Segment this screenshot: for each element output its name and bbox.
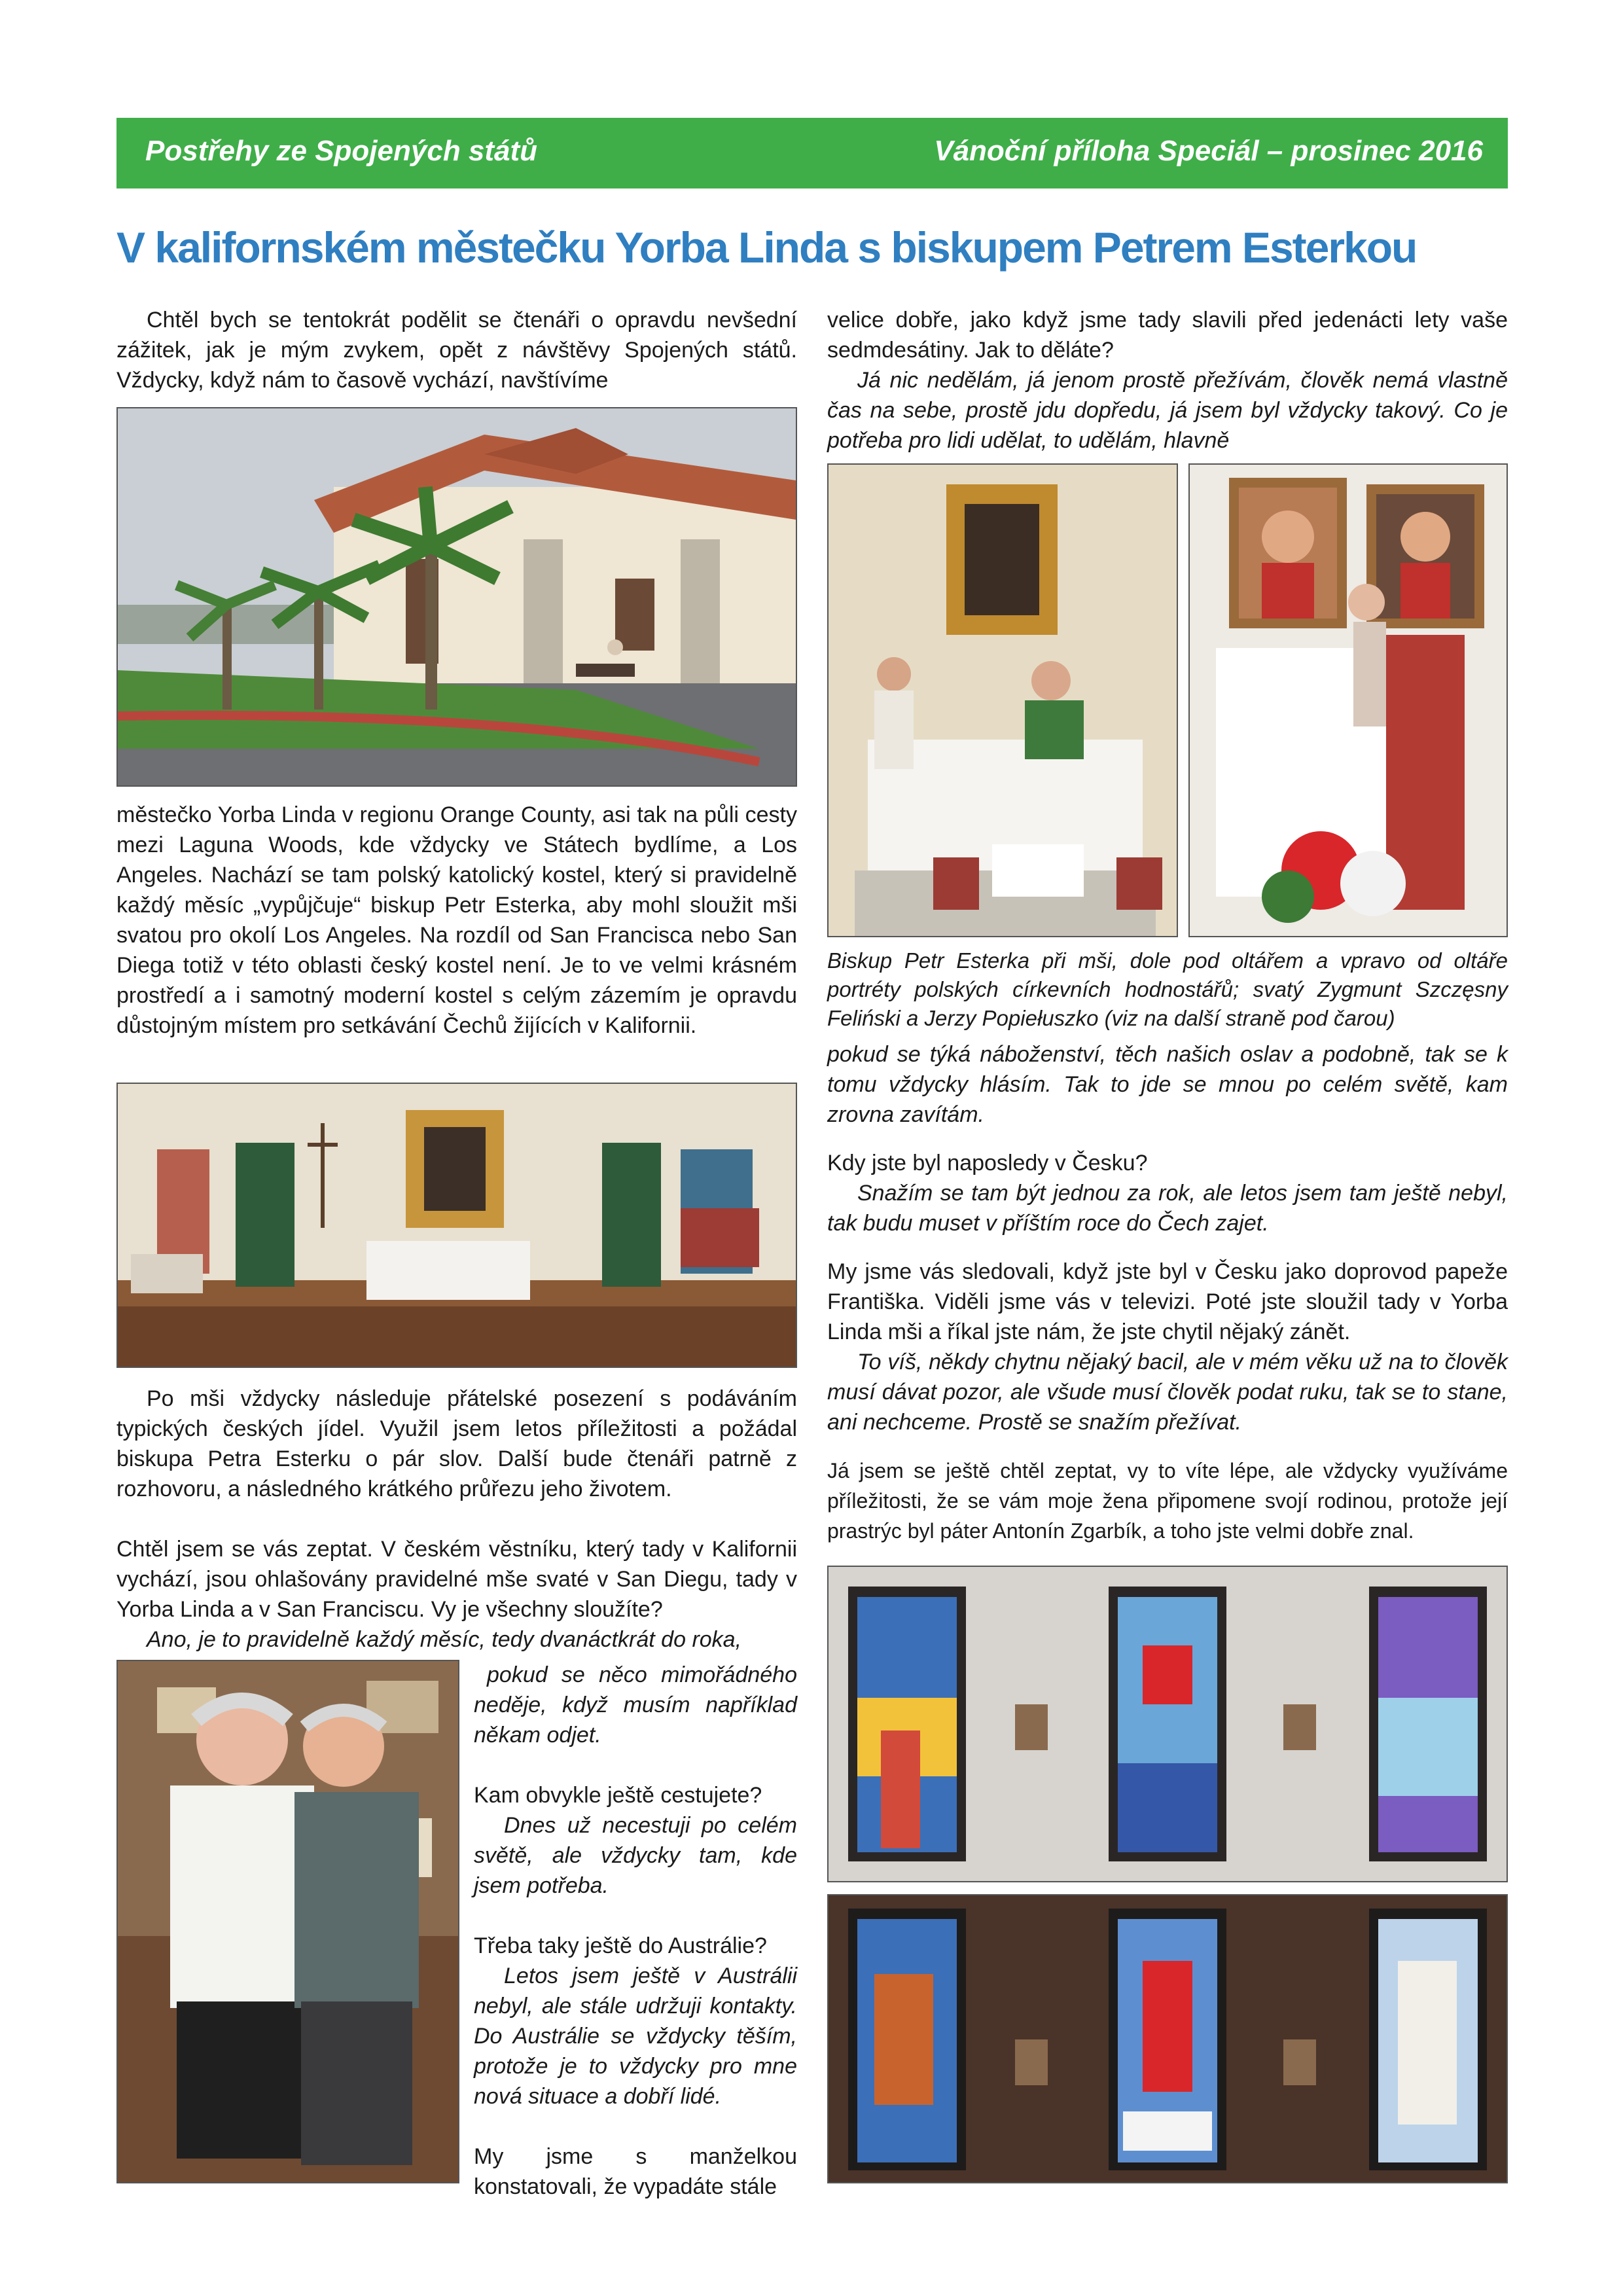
- stained-glass-windows-photo: [827, 1894, 1508, 2183]
- header-section: Postřehy ze Spojených států: [145, 135, 538, 167]
- portraits-altar-photo: [1188, 463, 1508, 937]
- question: My jsme vás sledovali, když jste byl v Česku jako doprovod papeže Františka. Viděli jsme vás v televizi. Poté jste sloužil tady v Yorba Linda mši a říkal jste nám, že jste chytil nějaký zánět.: [827, 1259, 1508, 1344]
- question: Chtěl jsem se vás zeptat. V českém věstníku, který tady v Kalifornii vychází, jsou ohlašovány pravidelné mše svaté v San Diegu, tady v Yorba Linda a v San Franciscu. Vy je všechny sloužíte?: [116, 1537, 797, 1622]
- church-exterior-photo: [116, 407, 797, 787]
- header-issue: Vánoční příloha Speciál – prosinec 2016: [934, 135, 1483, 167]
- question: Kdy jste byl naposledy v Česku?: [827, 1151, 1148, 1175]
- question: Třeba taky ještě do Austrálie?: [474, 1933, 767, 1958]
- answer: To víš, někdy chytnu nějaký bacil, ale v mém věku už na to člověk musí dávat pozor, ale všude musí člověk podat ruku, tak se to stane, ani nechceme. Prostě se snažím přežívat.: [827, 1350, 1508, 1435]
- paragraph: městečko Yorba Linda v regionu Orange County, asi tak na půli cesty mezi Laguna Woods, kde vždycky ve Státech bydlíme, a Los Angeles. Nachází se tam polský katolický kostel, který si pravidelně každý měsíc „vypůjčuje“ biskup Petr Esterka, aby mohl sloužit mši svatou pro okolí Los Angeles. Na rozdíl od San Francisca nebo San Diega totiž v této oblasti český kostel není. Je to ve velmi krásném prostředí a i samotný moderní kostel s celým zázemím je opravdu důstojným místem pro setkávání Čechů žijících v Kalifornii.: [116, 802, 797, 1038]
- col2-body: [827, 1039, 1508, 1546]
- answer: pokud se něco mimořádného neděje, když musím například někam odjet.: [474, 1662, 797, 1748]
- stained-glass-windows-photo: [827, 1566, 1508, 1882]
- paragraph: Po mši vždycky následuje přátelské posezení s podáváním typických českých jídel. Využil jsem letos příležitosti a požádal biskupa Petra Esterku o pár slov. Další bude čtenáři patrně z rozhovoru, a následného krátkého průřezu jeho životem.: [116, 1386, 797, 1501]
- header-bar: [116, 118, 1508, 188]
- bishop-with-author-photo: [116, 1660, 459, 2183]
- question: Já jsem se ještě chtěl zeptat, vy to víte lépe, ale vždycky využíváme příležitosti, že se vám moje žena připomene svojí rodinou, protože její prastrýc byl páter Antonín Zgarbík, a toho jste velmi dobře znal.: [827, 1459, 1508, 1543]
- church-interior-photo: [116, 1083, 797, 1368]
- answer: Ano, je to pravidelně každý měsíc, tedy dvanáctkrát do roka,: [147, 1627, 742, 1652]
- answer: Dnes už necestuji po celém světě, ale vždycky tam, kde jsem potřeba.: [474, 1813, 797, 1898]
- photo-caption: Biskup Petr Esterka při mši, dole pod oltářem a vpravo od oltáře portréty polských církevních hodnostářů; svatý Zygmunt Szczęsny Feliński a Jerzy Popiełuszko (viz na další straně pod čarou): [827, 948, 1508, 1030]
- paragraph: Chtěl bych se tentokrát podělit se čtenáři o opravdu nevšední zážitek, jak je mým zvykem, opět z návštěvy Spojených států. Vždycky, když nám to časově vychází, navštívíme: [116, 308, 797, 393]
- col1-body: [116, 800, 797, 1041]
- answer: pokud se týká náboženství, těch našich oslav a podobně, tak se k tomu vždycky hlásím. Tak to jde se mnou po celém světě, kam zrovna zavítám.: [827, 1042, 1508, 1127]
- question: Kam obvykle ještě cestujete?: [474, 1783, 762, 1808]
- col1-interview: [474, 1660, 797, 2202]
- answer: Já nic nedělám, já jenom prostě přežívám, člověk nemá vlastně čas na sebe, prostě jdu dopředu, já jsem byl vždycky takový. Co je potřeba pro lidi udělat, to udělám, hlavně: [827, 368, 1508, 453]
- article-title: V kalifornském městečku Yorba Linda s biskupem Petrem Esterkou: [116, 223, 1417, 272]
- answer: Letos jsem ještě v Austrálii nebyl, ale stále udržuji kontakty. Do Austrálie se vždycky těším, protože je to vždycky pro mne nová situace a dobří lidé.: [474, 1964, 797, 2109]
- question: My jsme s manželkou konstatovali, že vypadáte stále: [474, 2144, 797, 2199]
- answer: Snažím se tam být jednou za rok, ale letos jsem tam ještě nebyl, tak budu muset v příštím roce do Čech zajet.: [827, 1181, 1508, 1236]
- col2-intro: [827, 305, 1508, 456]
- col1-body-2: [116, 1384, 797, 1655]
- col1-intro: [116, 305, 797, 395]
- bishop-mass-photo: [827, 463, 1178, 937]
- paragraph: velice dobře, jako když jsme tady slavili před jedenácti lety vaše sedmdesátiny. Jak to děláte?: [827, 308, 1508, 363]
